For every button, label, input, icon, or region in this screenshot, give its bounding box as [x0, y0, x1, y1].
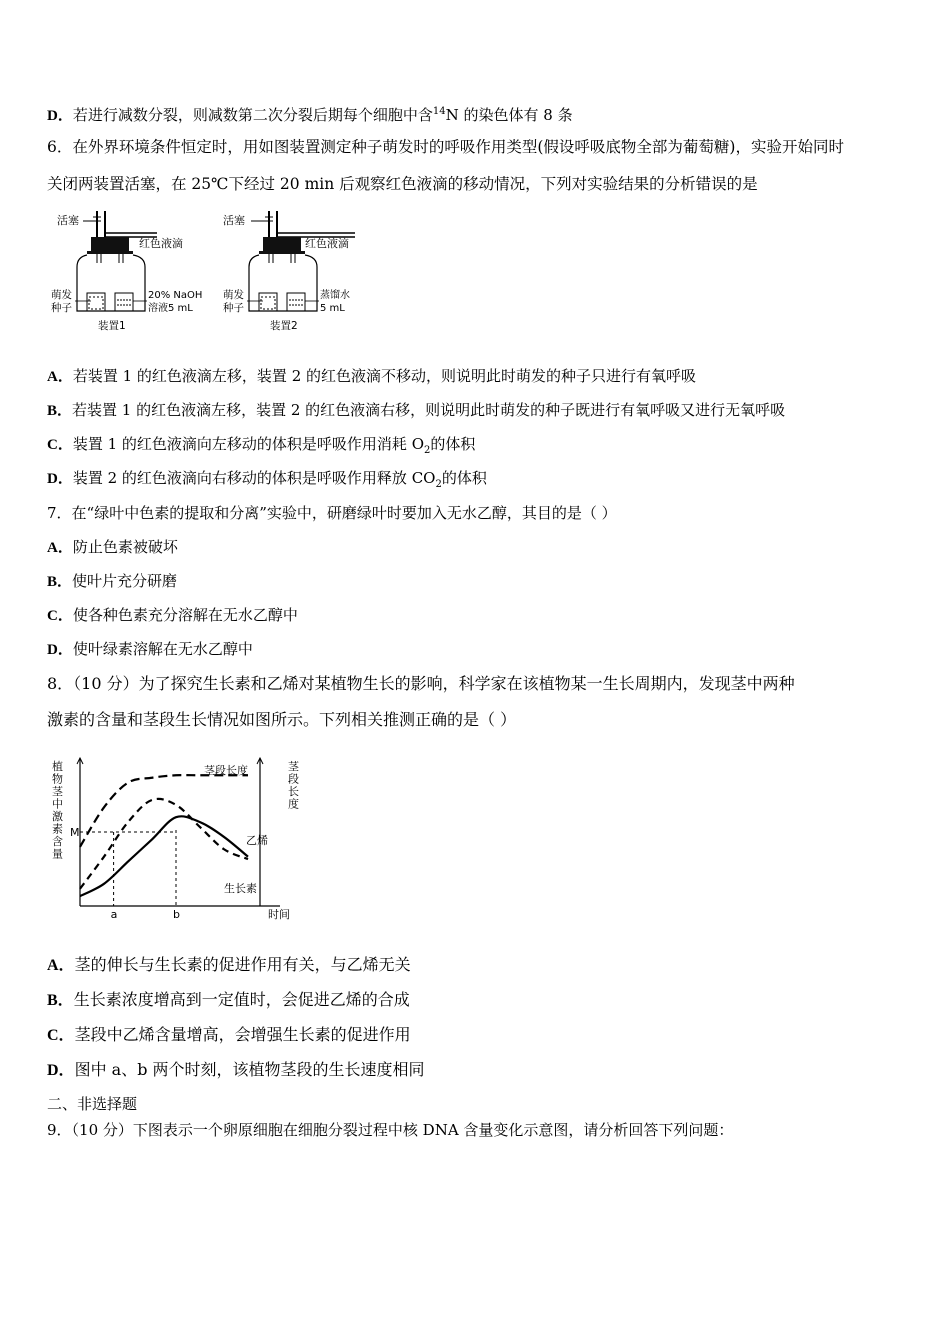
- subscript: 2: [424, 445, 431, 456]
- seeds-label-line: 种子: [51, 302, 72, 314]
- q6-option-b: [47, 400, 785, 421]
- solution-label-2: 溶液5 mL: [148, 303, 193, 314]
- q6-option-d: [47, 468, 487, 495]
- solution-label-2: 5 mL: [320, 303, 345, 314]
- series-label-stem-length: 茎段长度: [204, 764, 248, 777]
- q7-stem: 7．在“绿叶中色素的提取和分离”实验中，研磨绿叶时要加入无水乙醇，其目的是（ ）: [47, 504, 617, 522]
- device-caption: 装置2: [270, 320, 298, 332]
- series-label-ethylene: 乙烯: [246, 834, 268, 847]
- subscript: 2: [435, 479, 442, 490]
- drop-label: 红色液滴: [139, 237, 183, 250]
- option-text: 装置 1 的红色液滴向左移动的体积是呼吸作用消耗 O: [72, 435, 424, 453]
- solution-label-1: 蒸馏水: [320, 290, 350, 301]
- x-axis-label: 时间: [268, 908, 290, 921]
- option-text: 茎的伸长与生长素的促进作用有关，与乙烯无关: [74, 955, 411, 974]
- option-label: D．: [47, 108, 73, 124]
- option-text: 若装置 1 的红色液滴左移，装置 2 的红色液滴不移动，则说明此时萌发的种子只进行有氧呼吸: [72, 367, 697, 385]
- option-text: 若进行减数分裂，则减数第二次分裂后期每个细胞中含: [72, 106, 433, 124]
- q7-option-b: [47, 571, 177, 592]
- chart-series: [80, 775, 248, 896]
- option-text: 防止色素被破坏: [72, 538, 178, 556]
- drop-label: 红色液滴: [305, 237, 349, 250]
- option-text: N 的染色体有 8 条: [445, 106, 573, 124]
- q8-option-c: [47, 1025, 411, 1046]
- option-label: A．: [47, 369, 73, 385]
- valve-label: 活塞: [223, 214, 245, 227]
- option-label: C．: [47, 608, 73, 624]
- q6-option-a: [47, 366, 696, 387]
- option-label: B．: [47, 992, 74, 1009]
- q6-stem-line-2: 关闭两装置活塞，在 25℃下经过 20 min 后观察红色液滴的移动情况，下列对实验结果的分析错误的是: [47, 175, 758, 193]
- option-text: 使各种色素充分溶解在无水乙醇中: [72, 606, 298, 624]
- option-label: D．: [47, 471, 73, 487]
- q7-option-a: [47, 537, 178, 558]
- q6-apparatus-figure: [47, 207, 377, 335]
- superscript: 14: [432, 106, 446, 117]
- option-label: D．: [47, 642, 73, 658]
- option-label: C．: [47, 437, 73, 453]
- q8-stem-line-1: 8．（10 分）为了探究生长素和乙烯对某植物生长的影响，科学家在该植物某一生长周期内，发现茎中两种: [47, 674, 795, 693]
- q6-option-c: [47, 434, 475, 461]
- option-text: 生长素浓度增高到一定值时，会促进乙烯的合成: [73, 990, 410, 1009]
- q5-option-d: [47, 102, 573, 126]
- seeds-label-line: 萌发: [51, 289, 72, 301]
- option-text: 若装置 1 的红色液滴左移，装置 2 的红色液滴右移，则说明此时萌发的种子既进行有氧呼吸又进行无氧呼吸: [72, 401, 786, 419]
- option-text: 茎段中乙烯含量增高，会增强生长素的促进作用: [74, 1025, 411, 1044]
- q6-stem-line-1: 6．在外界环境条件恒定时，用如图装置测定种子萌发时的呼吸作用类型(假设呼吸底物全部为葡萄糖)，实验开始同时: [47, 138, 844, 156]
- q7-option-c: [47, 605, 298, 626]
- option-text: 的体积: [441, 469, 487, 487]
- q8-option-d: [47, 1060, 425, 1081]
- device-2: [223, 211, 355, 332]
- series-line-1: [80, 799, 248, 889]
- q8-stem-line-2: 激素的含量和茎段生长情况如图所示。下列相关推测正确的是（ ）: [47, 710, 517, 729]
- q7-option-d: [47, 639, 253, 660]
- option-label: B．: [47, 403, 73, 419]
- option-label: C．: [47, 1027, 75, 1044]
- seeds-label-line: 萌发: [223, 289, 244, 301]
- q8-hormone-chart: [44, 748, 306, 924]
- valve-label: 活塞: [57, 214, 79, 227]
- device-1: [51, 211, 202, 332]
- y-axis-left-label: 植物茎中激素含量: [52, 760, 63, 861]
- q9-stem: 9．（10 分）下图表示一个卵原细胞在细胞分裂过程中核 DNA 含量变化示意图，请分析回答下列问题：: [47, 1121, 734, 1139]
- option-text: 图中 a、b 两个时刻，该植物茎段的生长速度相同: [74, 1060, 425, 1079]
- y-axis-right-label: 茎段长度: [288, 760, 299, 811]
- option-text: 使叶绿素溶解在无水乙醇中: [72, 640, 253, 658]
- option-label: A．: [47, 957, 75, 974]
- option-text: 的体积: [430, 435, 476, 453]
- solution-label-1: 20% NaOH: [148, 290, 203, 301]
- q8-option-b: [47, 990, 410, 1011]
- q8-option-a: [47, 955, 411, 976]
- option-text: 装置 2 的红色液滴向右移动的体积是呼吸作用释放 CO: [72, 469, 436, 487]
- option-label: A．: [47, 540, 73, 556]
- option-text: 使叶片充分研磨: [72, 572, 178, 590]
- section-title: 二、非选择题: [47, 1095, 138, 1113]
- seeds-label-line: 种子: [223, 302, 244, 314]
- option-label: D．: [47, 1062, 75, 1079]
- m-mark-label: M: [70, 826, 80, 839]
- x-tick-b: b: [173, 908, 180, 921]
- x-tick-a: a: [110, 908, 118, 921]
- device-caption: 装置1: [98, 320, 126, 332]
- option-label: B．: [47, 574, 73, 590]
- series-label-auxin: 生长素: [224, 882, 257, 895]
